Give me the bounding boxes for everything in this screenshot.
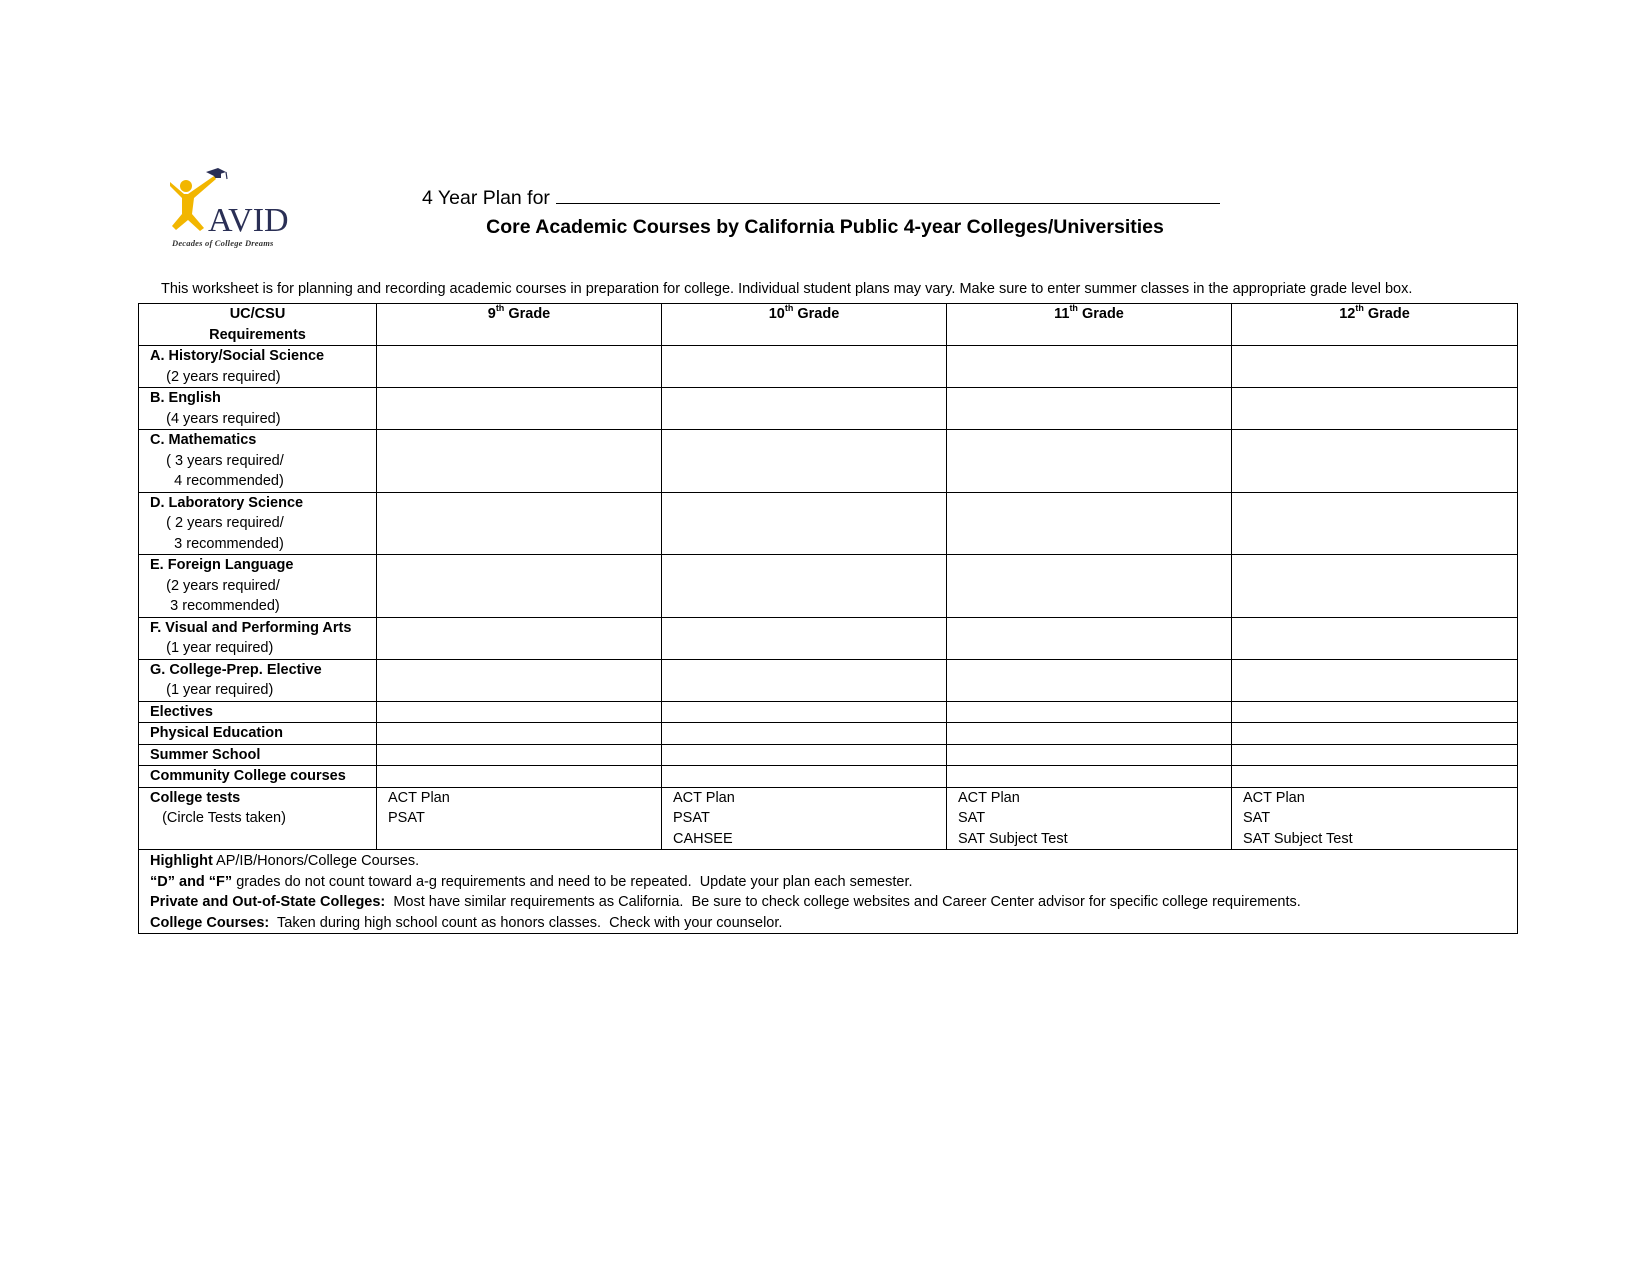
- requirements-header: [139, 304, 377, 346]
- requirement-row: [139, 555, 1518, 618]
- requirement-label: [139, 723, 377, 745]
- requirement-label: [139, 430, 377, 493]
- grade-9-course-cell[interactable]: [377, 723, 662, 745]
- requirement-name: D. Laboratory Science: [150, 494, 304, 511]
- grade-label: Grade: [1367, 306, 1410, 322]
- avid-tagline: Decades of College Dreams: [172, 238, 274, 248]
- grade-10-course-cell[interactable]: [662, 701, 947, 723]
- note-text: AP/IB/Honors/College Courses.: [212, 853, 420, 869]
- requirement-label: [139, 346, 377, 388]
- grade-12-header: [1232, 304, 1518, 346]
- grade-10-course-cell[interactable]: [662, 744, 947, 766]
- grade-12-course-cell[interactable]: [1232, 701, 1518, 723]
- grade-12-course-cell[interactable]: [1232, 430, 1518, 493]
- test-option[interactable]: ACT Plan: [388, 789, 450, 806]
- requirement-detail: 3 recommended): [150, 598, 280, 614]
- college-tests-label: [139, 787, 377, 850]
- grade-10-course-cell[interactable]: [662, 659, 947, 701]
- test-option[interactable]: SAT Subject Test: [958, 830, 1068, 847]
- grade-10-course-cell[interactable]: [662, 346, 947, 388]
- requirement-name: C. Mathematics: [150, 432, 257, 448]
- grade-10-tests[interactable]: [662, 787, 947, 850]
- requirement-name: Physical Education: [150, 725, 283, 741]
- test-option[interactable]: CAHSEE: [673, 830, 733, 847]
- requirement-detail: (1 year required): [150, 682, 274, 698]
- requirement-label: [139, 388, 377, 430]
- requirement-row: [139, 744, 1518, 766]
- requirement-detail: (2 years required): [150, 368, 281, 385]
- grade-sup: th: [495, 303, 505, 314]
- page-subtitle: [0, 216, 1650, 239]
- requirement-detail: (4 years required): [150, 410, 281, 427]
- note-bold: Private and Out-of-State Colleges:: [150, 894, 386, 910]
- grade-11-course-cell[interactable]: [947, 346, 1232, 388]
- grade-num: 9: [487, 306, 496, 322]
- grade-9-course-cell[interactable]: [377, 388, 662, 430]
- grade-10-course-cell[interactable]: [662, 617, 947, 659]
- notes-cell: [139, 850, 1518, 934]
- note-text: Most have similar requirements as California. Be sure to check college websites and Career Center advisor for specific college requirements.: [385, 894, 1301, 910]
- grade-10-course-cell[interactable]: [662, 430, 947, 493]
- requirement-name: Summer School: [150, 746, 261, 763]
- requirement-row: [139, 346, 1518, 388]
- grade-11-course-cell[interactable]: [947, 430, 1232, 493]
- requirement-row: [139, 766, 1518, 788]
- four-year-plan-table: [138, 303, 1518, 934]
- requirement-detail: 4 recommended): [150, 473, 284, 489]
- requirement-name: Community College courses: [150, 768, 346, 784]
- requirement-name: E. Foreign Language: [150, 557, 294, 573]
- requirement-label: [139, 701, 377, 723]
- grade-9-course-cell[interactable]: [377, 766, 662, 788]
- requirement-label: [139, 744, 377, 766]
- note-bold: “D” and “F”: [150, 873, 233, 890]
- grade-9-course-cell[interactable]: [377, 430, 662, 493]
- requirement-name: B. English: [150, 390, 221, 406]
- grade-10-header: [662, 304, 947, 346]
- test-option[interactable]: ACT Plan: [673, 789, 735, 806]
- note-bold: College Courses:: [150, 914, 270, 931]
- grade-11-course-cell[interactable]: [947, 766, 1232, 788]
- note-line: [150, 872, 1517, 893]
- requirement-detail: 3 recommended): [150, 535, 284, 552]
- requirement-name: G. College-Prep. Elective: [150, 661, 322, 678]
- grade-9-header: [377, 304, 662, 346]
- req-header-line-1: UC/CSU: [229, 306, 286, 322]
- grade-12-course-cell[interactable]: [1232, 659, 1518, 701]
- grade-10-course-cell[interactable]: [662, 388, 947, 430]
- requirement-row: [139, 701, 1518, 723]
- title-text: 4 Year Plan for: [422, 187, 550, 209]
- grade-12-course-cell[interactable]: [1232, 617, 1518, 659]
- requirement-detail: (2 years required/: [150, 577, 280, 594]
- instructions-text: This worksheet is for planning and recording academic courses in preparation for college. Individual student plans may vary. Make sure to enter summer classes in the appropriate grade level box.: [161, 281, 1413, 297]
- requirement-row: [139, 430, 1518, 493]
- requirement-detail: ( 2 years required/: [150, 515, 284, 531]
- requirement-name: F. Visual and Performing Arts: [150, 619, 352, 636]
- grade-num: 11: [1054, 306, 1070, 322]
- grade-12-course-cell[interactable]: [1232, 492, 1518, 555]
- test-option[interactable]: SAT Subject Test: [1243, 830, 1353, 847]
- requirement-name: A. History/Social Science: [150, 348, 325, 364]
- grade-label: Grade: [508, 306, 551, 322]
- grade-11-tests[interactable]: [947, 787, 1232, 850]
- requirement-row: [139, 492, 1518, 555]
- grade-9-course-cell[interactable]: [377, 659, 662, 701]
- grade-12-course-cell[interactable]: [1232, 346, 1518, 388]
- grade-11-course-cell[interactable]: [947, 555, 1232, 618]
- note-bold: Highlight: [150, 853, 213, 869]
- requirement-label: [139, 659, 377, 701]
- grade-11-course-cell[interactable]: [947, 617, 1232, 659]
- subtitle-text: Core Academic Courses by California Public 4-year Colleges/Universities: [486, 216, 1164, 238]
- test-option[interactable]: SAT: [958, 810, 986, 826]
- note-line: [150, 851, 1517, 872]
- grade-11-course-cell[interactable]: [947, 744, 1232, 766]
- grade-9-course-cell[interactable]: [377, 492, 662, 555]
- requirement-name: Electives: [150, 703, 213, 720]
- grade-sup: th: [1355, 303, 1364, 314]
- grade-12-course-cell[interactable]: [1232, 744, 1518, 766]
- grade-num: 12: [1339, 306, 1356, 322]
- grade-9-tests[interactable]: [377, 787, 662, 850]
- note-line: [150, 892, 1517, 913]
- test-option[interactable]: PSAT: [388, 810, 425, 826]
- grade-9-course-cell[interactable]: [377, 555, 662, 618]
- grade-11-course-cell[interactable]: [947, 492, 1232, 555]
- grade-11-course-cell[interactable]: [947, 723, 1232, 745]
- grade-10-course-cell[interactable]: [662, 766, 947, 788]
- test-option[interactable]: ACT Plan: [1243, 789, 1305, 806]
- requirement-label: [139, 617, 377, 659]
- student-name-line[interactable]: [556, 184, 1220, 204]
- test-option[interactable]: ACT Plan: [958, 789, 1020, 806]
- avid-logo: [170, 168, 310, 254]
- requirement-label: [139, 766, 377, 788]
- note-text: Taken during high school count as honors classes. Check with your counselor.: [269, 914, 783, 931]
- requirement-detail: ( 3 years required/: [150, 452, 284, 469]
- grade-sup: th: [784, 303, 794, 314]
- grade-10-course-cell[interactable]: [662, 723, 947, 745]
- grade-11-course-cell[interactable]: [947, 701, 1232, 723]
- grade-label: Grade: [1081, 306, 1124, 322]
- note-text: grades do not count toward a-g requirements and need to be repeated. Update your plan each semester.: [232, 873, 913, 890]
- college-tests-row: [139, 787, 1518, 850]
- grade-9-course-cell[interactable]: [377, 701, 662, 723]
- tests-name: College tests: [150, 789, 241, 806]
- table-header-row: [139, 304, 1518, 346]
- page-title: [422, 184, 1220, 210]
- notes-row: [139, 850, 1518, 934]
- grade-9-course-cell[interactable]: [377, 617, 662, 659]
- note-line: [150, 913, 1517, 934]
- grade-11-course-cell[interactable]: [947, 659, 1232, 701]
- requirement-label: [139, 492, 377, 555]
- grade-12-course-cell[interactable]: [1232, 723, 1518, 745]
- requirement-row: [139, 388, 1518, 430]
- requirement-detail: (1 year required): [150, 640, 274, 656]
- grade-12-course-cell[interactable]: [1232, 388, 1518, 430]
- grade-12-course-cell[interactable]: [1232, 766, 1518, 788]
- grade-12-tests[interactable]: [1232, 787, 1518, 850]
- test-option[interactable]: PSAT: [673, 810, 710, 826]
- grade-label: Grade: [797, 306, 840, 322]
- requirement-row: [139, 723, 1518, 745]
- test-option[interactable]: SAT: [1243, 810, 1271, 826]
- grade-11-course-cell[interactable]: [947, 388, 1232, 430]
- grade-sup: th: [1069, 303, 1078, 314]
- requirement-row: [139, 617, 1518, 659]
- grade-12-course-cell[interactable]: [1232, 555, 1518, 618]
- grade-9-course-cell[interactable]: [377, 744, 662, 766]
- grade-10-course-cell[interactable]: [662, 492, 947, 555]
- grade-num: 10: [768, 306, 785, 322]
- req-header-line-2: Requirements: [209, 326, 306, 343]
- grade-11-header: [947, 304, 1232, 346]
- tests-detail: (Circle Tests taken): [150, 810, 286, 826]
- requirement-label: [139, 555, 377, 618]
- avid-wordmark: AVID: [208, 202, 289, 239]
- requirement-row: [139, 659, 1518, 701]
- grade-10-course-cell[interactable]: [662, 555, 947, 618]
- grade-9-course-cell[interactable]: [377, 346, 662, 388]
